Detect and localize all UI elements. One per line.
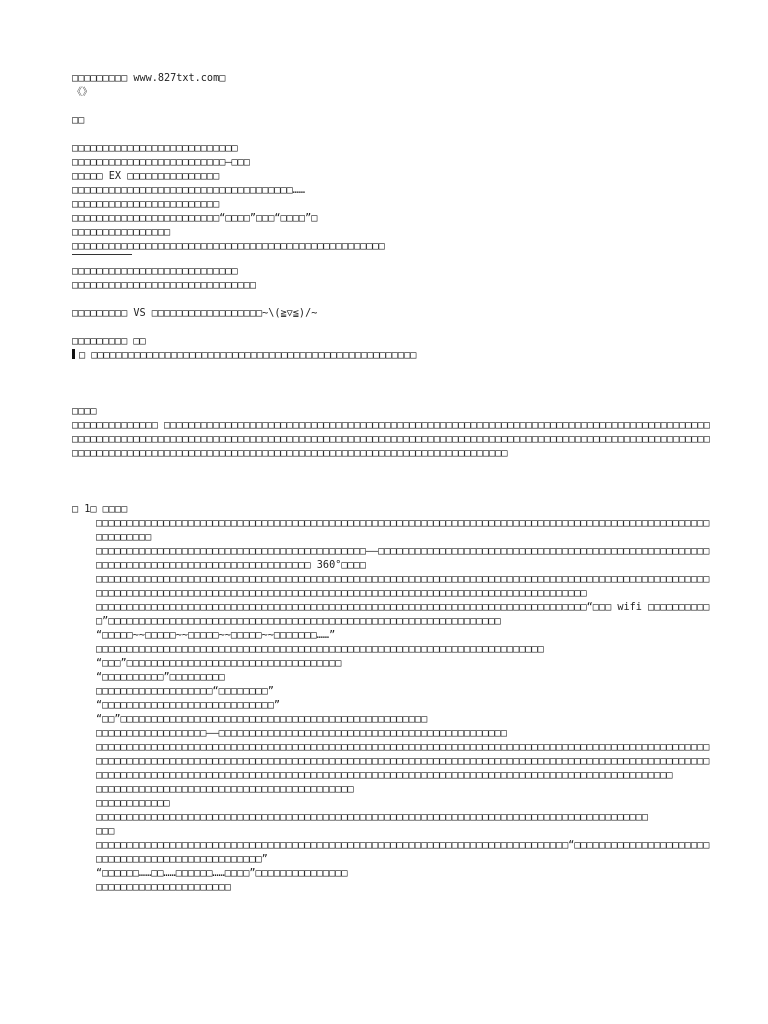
intro-after-line: □□□□□□□□□□□□□□□□□□□□□□□□□□□□□□ bbox=[72, 280, 257, 291]
intro-line: □□□□□□□□□□□□□□□□□□□□□□□□□□□□□□□□□□□□□□□□□□□□□□□□□□□ bbox=[72, 241, 385, 252]
divider-rule bbox=[72, 254, 132, 255]
document-body bbox=[72, 72, 712, 895]
intro-line: □□□□□□□□□□□□□□□□□□□□□□□□“□□□□”□□□“□□□□”□ bbox=[72, 213, 318, 224]
chapter-paragraph: “□□”□□□□□□□□□□□□□□□□□□□□□□□□□□□□□□□□□□□□□□□□□□□□□□□□□□ bbox=[96, 714, 428, 725]
spacer bbox=[72, 363, 712, 405]
chapter-paragraph: “□□□□□□□□□□□□□□□□□□□□□□□□□□□□” bbox=[96, 700, 281, 711]
spacer bbox=[72, 100, 712, 114]
intro-after-line: □□□□□□□□□□□□□□□□□□□□□□□□□□□ bbox=[72, 266, 238, 277]
chapter-title: □ 1□ □□□□ bbox=[72, 504, 128, 515]
intro-line: □□□□□□□□□□□□□□□□□□□□□□□□ bbox=[72, 199, 220, 210]
chapter-paragraph: □□□□□□□□□□□□□□□□□□□□□□□□□□□□□□□□□□□□□□□□□□□□——□□□□□□□□□□□□□□□□□□□□□□□□□□□□□□□□□□□□□□□□□□□□□□□□□□□□□□□□□□□□□□□□□□□□□□□□□□□□□□□□□□□□□□□□□ 360°□□□□ bbox=[96, 546, 710, 571]
intro-line: □□□□□□□□□□□□□□□□□□□□□□□□□□□ bbox=[72, 143, 238, 154]
summary-label: □□□□ bbox=[72, 406, 97, 417]
intro-line: □□□□□□□□□□□□□□□□ bbox=[72, 227, 171, 238]
site-header-line: □□□□□□□□□ www.827txt.com□ bbox=[72, 73, 226, 84]
intro-label: □□ bbox=[72, 115, 85, 126]
keywords-line bbox=[72, 349, 712, 363]
chapter-paragraph: □□□□□□□□□□□□□□□□□□□□□□□□□□□□□□□□□□□□□□□□□□ bbox=[96, 784, 354, 795]
chapter-paragraph: “□□□□□□……□□……□□□□□□……□□□□”□□□□□□□□□□□□□□□ bbox=[96, 868, 348, 879]
vs-line: □□□□□□□□□ VS □□□□□□□□□□□□□□□□□□~\(≧▽≦)/~ bbox=[72, 308, 318, 319]
intro-line: □□□□□□□□□□□□□□□□□□□□□□□□□—□□□ bbox=[72, 157, 250, 168]
chapter-paragraph: □□□ bbox=[96, 826, 115, 837]
chapter-paragraph: □□□□□□□□□□□□□□□□□□□□□□□□□□□□□□□□□□□□□□□□□□□□□□□□□□□□□□□□□□□□□□□□□□□□□□□□□□□□□“□□□□□□□□□□□□□□□□□□□□□□□□□□□□□□□□□□□□□□□□□□□□□□□□□” bbox=[96, 840, 710, 865]
chapter-paragraph: □□□□□□□□□□□□□□□□□□□□□□□□□□□□□□□□□□□□□□□□□□□□□□□□□□□□□□□□□□□□□□□□□□□□□□□□□□□□□□□□“□□□ wifi □□□□□□□□□□□”□□□□□□□□□□□□□□□□□□□□□□□□□□□□□□□□□□□□□□□□□□□□□□□□□□□□□□□□□□□□□□□□ bbox=[96, 602, 710, 627]
summary-text: □□□□□□□□□□□□□□ □□□□□□□□□□□□□□□□□□□□□□□□□□□□□□□□□□□□□□□□□□□□□□□□□□□□□□□□□□□□□□□□□□□□□□□□□□□□□□□□□□□□□□□□□□□□□□□□□□□□□□□□□□□□□□□□□□□□□□□□□□□□□□□□□□□□□□□□□□□□□□□□□□□□□□□□□□□□□□□□□□□□□□□□□□□□□□□□□□□□□□□□□□□□□□□□□□□□□□□□□□□□□□□□□□□□□□□□□□□□□□□□□□□□□□□□□□□□□□□□□□□□□□□□□□□□□□□□□□□□□□□□ bbox=[72, 420, 710, 459]
bookmark-bar-icon bbox=[72, 349, 75, 359]
intro-line: □□□□□ EX □□□□□□□□□□□□□□□ bbox=[72, 171, 220, 182]
chapter-paragraph: □□□□□□□□□□□□□□□□□□□□□□□□□□□□□□□□□□□□□□□□□□□□□□□□□□□□□□□□□□□□□□□□□□□□□□□□□ bbox=[96, 644, 544, 655]
intro-line: □□□□□□□□□□□□□□□□□□□□□□□□□□□□□□□□□□□□…… bbox=[72, 185, 306, 196]
spacer bbox=[72, 321, 712, 335]
keywords-text: □ □□□□□□□□□□□□□□□□□□□□□□□□□□□□□□□□□□□□□□□□□□□□□□□□□□□□□ bbox=[79, 350, 417, 361]
chapter-paragraph: □□□□□□□□□□□□□□□□□□□□□□ bbox=[96, 882, 231, 893]
chapter-paragraph: “□□□□□~~□□□□□~~□□□□□~~□□□□□~~□□□□□□□……” bbox=[96, 630, 336, 641]
spacer bbox=[72, 293, 712, 307]
chapter-paragraph: “□□□□□□□□□□”□□□□□□□□□ bbox=[96, 672, 225, 683]
chapter-paragraph: □□□□□□□□□□□□□□□□□□□“□□□□□□□□” bbox=[96, 686, 274, 697]
chapter-paragraph: □□□□□□□□□□□□□□□□□□——□□□□□□□□□□□□□□□□□□□□□□□□□□□□□□□□□□□□□□□□□□□□□□□ bbox=[96, 728, 507, 739]
chapter-paragraph: □□□□□□□□□□□□□□□□□□□□□□□□□□□□□□□□□□□□□□□□□□□□□□□□□□□□□□□□□□□□□□□□□□□□□□□□□□□□□□□□□□□□□□□□□□□□□□□□□□□□□□□□□□□□□□□□□□□□□□□□□□□□□□□□□□□□□□□□□□□□□□□□□□□□□□□□□□□□□□□□□□□□□□□□□□□□□□□□□□□□ bbox=[96, 574, 710, 599]
chapter-paragraph: “□□□”□□□□□□□□□□□□□□□□□□□□□□□□□□□□□□□□□□□ bbox=[96, 658, 342, 669]
chapter-paragraphs bbox=[72, 517, 712, 895]
chapter-paragraph: □□□□□□□□□□□□□□□□□□□□□□□□□□□□□□□□□□□□□□□□□□□□□□□□□□□□□□□□□□□□□□□□□□□□□□□□□□□□□□□□□□□□□□□□□□ bbox=[96, 812, 649, 823]
spacer bbox=[72, 128, 712, 142]
chapter-paragraph: □□□□□□□□□□□□ bbox=[96, 798, 170, 809]
chapter-paragraph: □□□□□□□□□□□□□□□□□□□□□□□□□□□□□□□□□□□□□□□□□□□□□□□□□□□□□□□□□□□□□□□□□□□□□□□□□□□□□□□□□□□□□□□□□□□□□□□□□□□□□□□□□□□□□□□□□□□□□□□□□□□□□□□□□□□□□□□□□□□□□□□□□□□□□□□□□□□□□□□□□□□□□□□□□□□□□□□□□□□□□□□□□□□□□□□□□□□□□□□□□□□□□□□□□□□□□□□□□□□□□□□□□□□□□□□□□□□□□□□□□□□□□□□□□□□□□□□□□□□□□□□□□□□□□□□□□□□□□□□□□□□□□□□□□□□□□□ bbox=[96, 742, 710, 781]
title-brackets: 《》 bbox=[72, 87, 93, 98]
chapter-paragraph: □□□□□□□□□□□□□□□□□□□□□□□□□□□□□□□□□□□□□□□□□□□□□□□□□□□□□□□□□□□□□□□□□□□□□□□□□□□□□□□□□□□□□□□□□□□□□□□□□□□□□□□□□□□□□ bbox=[96, 518, 710, 543]
intro-lines bbox=[72, 142, 712, 254]
spacer bbox=[72, 461, 712, 503]
meta-line: □□□□□□□□□ □□ bbox=[72, 336, 146, 347]
